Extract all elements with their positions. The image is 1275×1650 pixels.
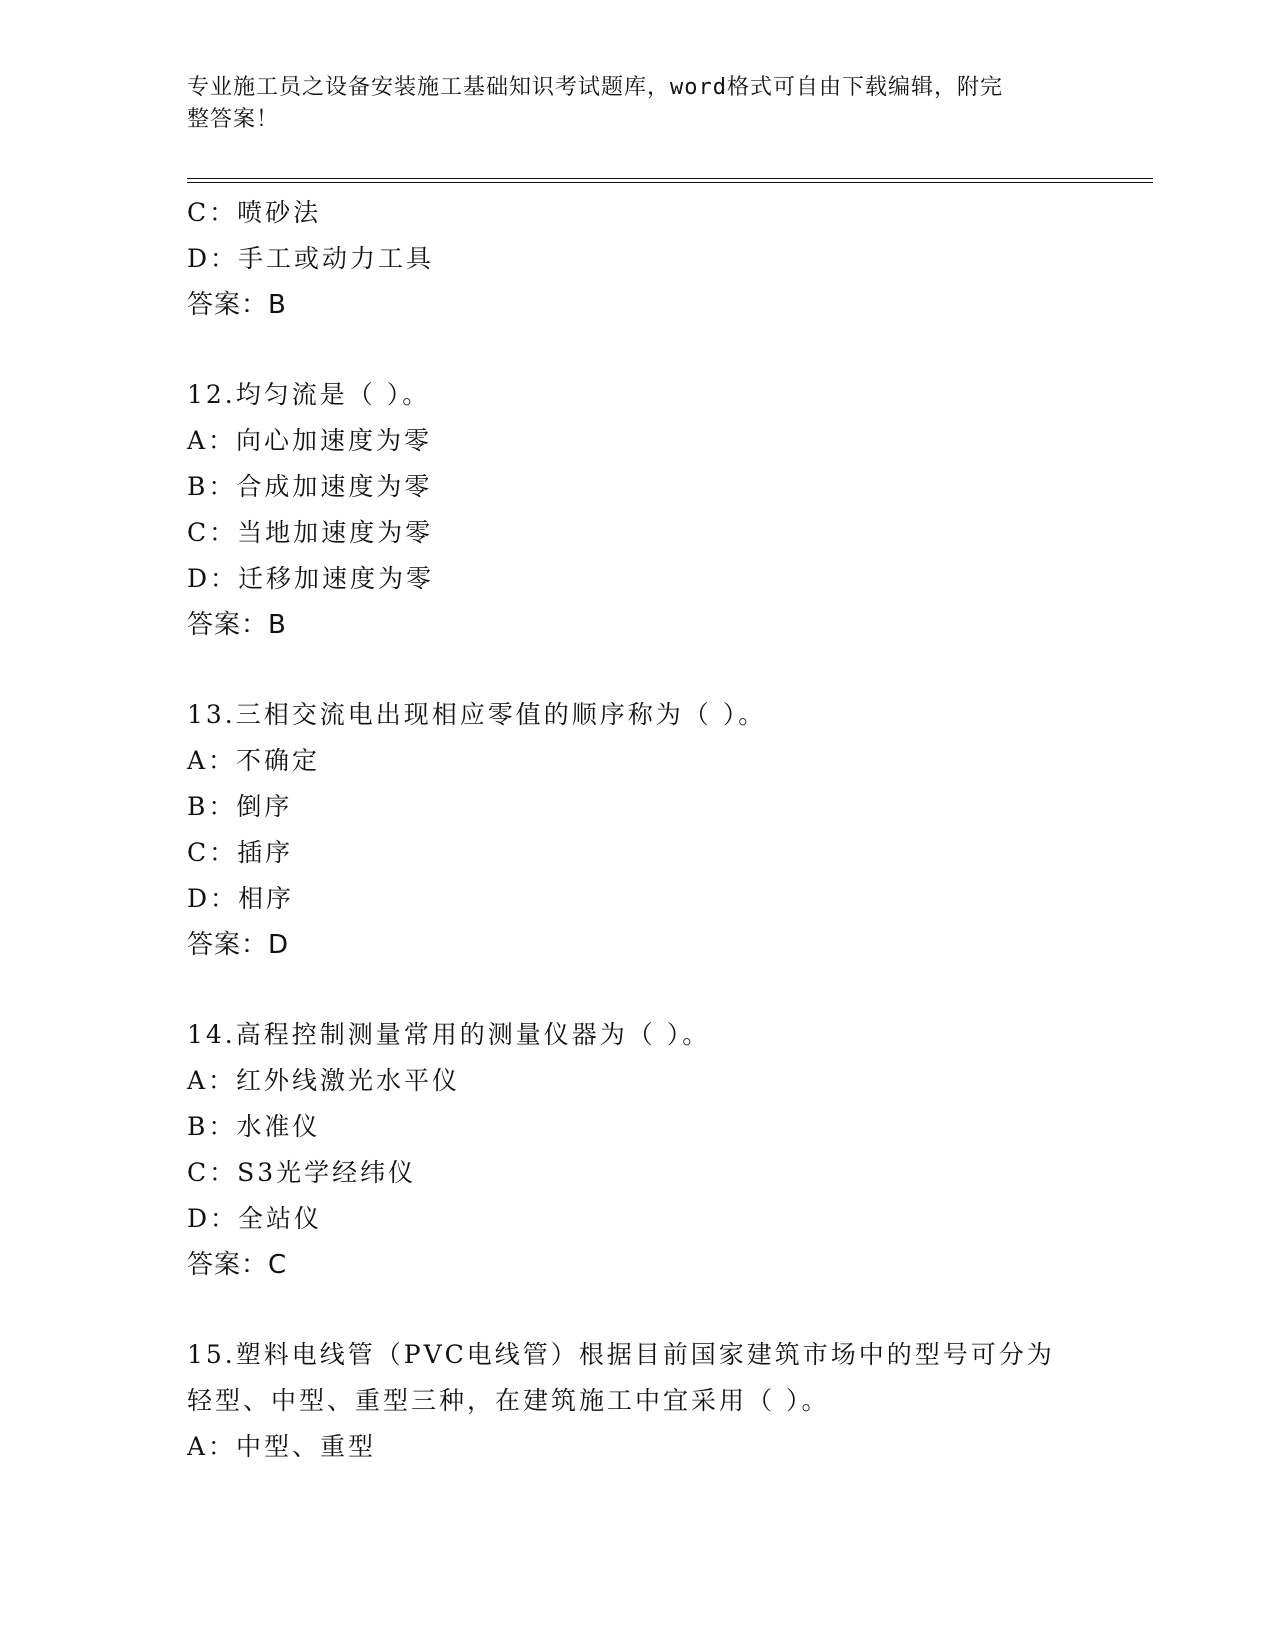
- option-d: D：相序: [187, 884, 295, 913]
- header-rule-top: [187, 178, 1153, 179]
- question-block-14: [187, 1012, 1087, 1288]
- question-stem: 12.均匀流是（ ）。: [187, 380, 431, 409]
- option-d: D：迁移加速度为零: [187, 564, 435, 593]
- option-a: A：向心加速度为零: [187, 426, 433, 455]
- option-a: A：中型、重型: [187, 1432, 377, 1461]
- option-d: D：全站仪: [187, 1204, 323, 1233]
- document-header: [187, 72, 1067, 136]
- header-line-1: 专业施工员之设备安装施工基础知识考试题库，word格式可自由下载编辑，附完: [187, 75, 1003, 100]
- option-c: C：插序: [187, 838, 294, 867]
- answer-line: 答案：C: [187, 1250, 288, 1280]
- answer-line: 答案：B: [187, 290, 287, 320]
- answer-line: 答案：B: [187, 610, 287, 640]
- question-block-13: [187, 692, 1087, 968]
- header-line-2: 整答案！: [187, 107, 280, 132]
- answer-line: 答案：D: [187, 930, 290, 960]
- option-d: D：手工或动力工具: [187, 244, 435, 273]
- question-stem: 15.塑料电线管（PVC电线管）根据目前国家建筑市场中的型号可分为轻型、中型、重型三种，在建筑施工中宜采用（ ）。: [187, 1340, 1055, 1415]
- option-b: B：水准仪: [187, 1112, 321, 1141]
- question-block-11: [187, 190, 1087, 328]
- question-block-12: [187, 372, 1087, 648]
- question-stem: 14.高程控制测量常用的测量仪器为（ ）。: [187, 1020, 711, 1049]
- option-a: A：不确定: [187, 746, 321, 775]
- option-c: C：S3光学经纬仪: [187, 1158, 417, 1187]
- option-a: A：红外线激光水平仪: [187, 1066, 461, 1095]
- question-block-15: [187, 1332, 1087, 1470]
- question-stem: 13.三相交流电出现相应零值的顺序称为（ ）。: [187, 700, 767, 729]
- option-b: B：合成加速度为零: [187, 472, 433, 501]
- option-c: C：喷砂法: [187, 198, 322, 227]
- header-rule-bottom: [187, 182, 1153, 183]
- option-b: B：倒序: [187, 792, 293, 821]
- question-list: [187, 190, 1087, 1470]
- option-c: C：当地加速度为零: [187, 518, 434, 547]
